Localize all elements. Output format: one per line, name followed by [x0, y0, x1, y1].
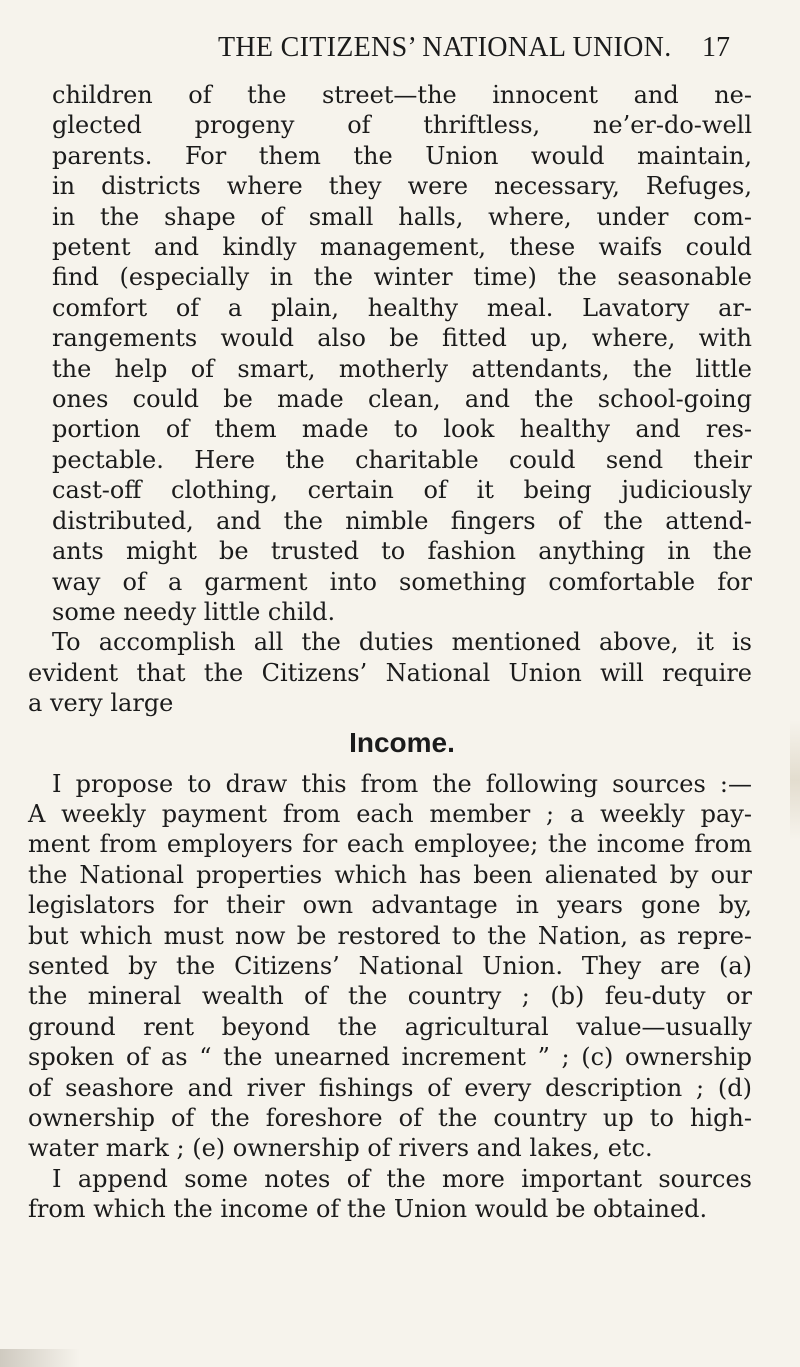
text-line: petent and kindly management, these waifs could [52, 233, 752, 262]
text-line: rangements would also be fitted up, where, with [52, 324, 752, 353]
text-line: A weekly payment from each member ; a weekly pay- [28, 799, 752, 828]
text-line: way of a garment into something comfortable for [52, 567, 752, 596]
text-line: To accomplish all the duties mentioned above, it is [52, 628, 752, 657]
page-corner-shadow [0, 1349, 80, 1367]
text-line: in districts where they were necessary, Refuges, [52, 172, 752, 201]
text-line: distributed, and the nimble fingers of the attend- [52, 506, 752, 535]
paragraph-sources [28, 769, 752, 1164]
text-line: of seashore and river fishings of every description ; (d) [28, 1073, 752, 1102]
body-text [28, 80, 752, 1225]
text-line: parents. For them the Union would maintain, [52, 141, 752, 170]
text-line: pectable. Here the charitable could send their [52, 445, 752, 474]
text-line: the mineral wealth of the country ; (b) feu-duty or [28, 982, 752, 1011]
text-line: from which the income of the Union would be obtained. [28, 1195, 708, 1224]
text-line: comfort of a plain, healthy meal. Lavatory ar- [52, 293, 752, 322]
text-line: water mark ; (e) ownership of rivers and lakes, etc. [28, 1134, 653, 1163]
text-line: ants might be trusted to fashion anything in the [52, 537, 752, 566]
text-line: ones could be made clean, and the school-going [52, 385, 752, 414]
text-line: sented by the Citizens’ National Union. They are (a) [28, 951, 752, 980]
text-line: legislators for their own advantage in years gone by, [28, 891, 752, 920]
text-line: spoken of as “ the unearned increment ” ; (c) ownership [28, 1043, 752, 1072]
text-line: ground rent beyond the agricultural value—usually [28, 1012, 752, 1041]
text-line: glected progeny of thriftless, ne’er-do-well [52, 111, 752, 140]
text-line: a very large [28, 689, 174, 718]
text-line: the help of smart, motherly attendants, the little [52, 354, 752, 383]
text-line: some needy little child. [52, 597, 336, 626]
paragraph-refuges [52, 80, 752, 627]
section-heading-income: Income. [349, 726, 455, 758]
paragraph-accomplish [28, 627, 752, 718]
text-line: find (especially in the winter time) the seasonable [52, 263, 752, 292]
page-number: 17 [702, 32, 730, 63]
text-line: ownership of the foreshore of the country up to high- [28, 1104, 752, 1132]
paragraph-append [28, 1164, 752, 1225]
text-line: cast-off clothing, certain of it being judiciously [52, 476, 752, 505]
text-line: I propose to draw this from the following sources :— [52, 769, 752, 798]
page-header [80, 30, 760, 70]
text-line: the National properties which has been alienated by our [28, 860, 752, 889]
text-line: I append some notes of the more important sources [52, 1164, 752, 1193]
text-line: ment from employers for each employee; the income from [28, 830, 752, 859]
text-line: in the shape of small halls, where, under com- [52, 202, 752, 231]
text-line: but which must now be restored to the Nation, as repre- [28, 921, 752, 950]
running-head: THE CITIZENS’ NATIONAL UNION. [218, 32, 672, 63]
text-line: evident that the Citizens’ National Union will require [28, 658, 752, 687]
text-line: children of the street—the innocent and ne- [52, 81, 752, 109]
text-line: portion of them made to look healthy and res- [52, 415, 752, 444]
page-edge-shadow [790, 720, 800, 840]
